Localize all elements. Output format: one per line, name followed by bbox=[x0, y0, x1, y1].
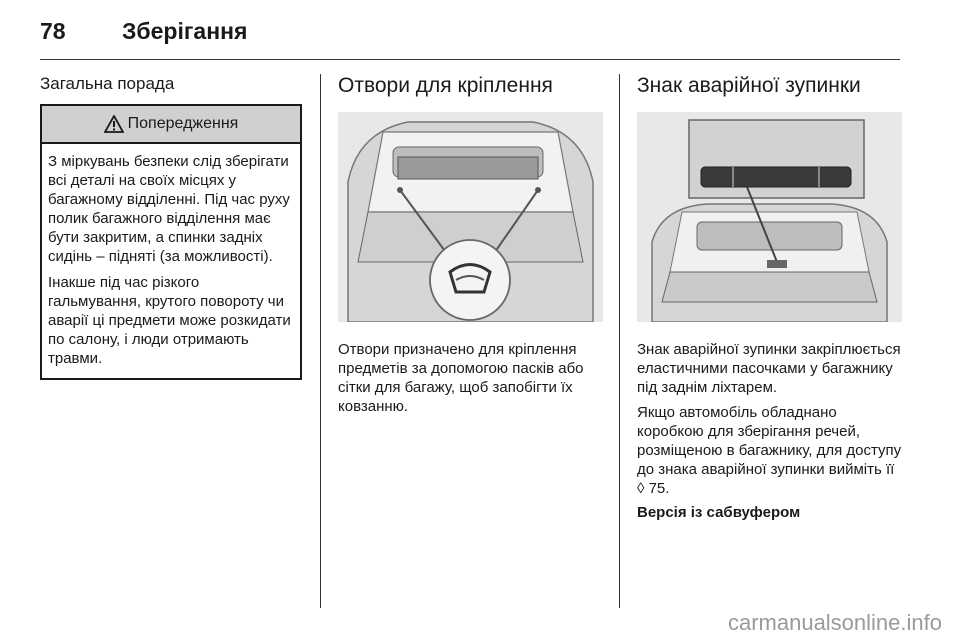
column-divider-1 bbox=[320, 74, 321, 608]
column-warning-triangle bbox=[637, 74, 902, 521]
warning-triangle-text-2-body: Якщо автомобіль обладнано коробкою для зберігання речей, розміщеною в багажнику, для доступу до знака аварійної зупинки вийміть її bbox=[637, 404, 902, 478]
warning-paragraph-1: З міркувань безпеки слід зберігати всі деталі на своїх місцях у багажному відділенні. Під час руху полик багажного відділення має бути закритим, а спинки задніх сидінь – підняті (за можливості). bbox=[48, 153, 290, 265]
lashing-eyes-heading: Отвори для кріплення bbox=[338, 74, 553, 97]
warning-body bbox=[42, 144, 300, 378]
section-title: Зберігання bbox=[122, 18, 248, 44]
warning-box bbox=[40, 104, 302, 380]
general-advice-heading: Загальна порада bbox=[40, 74, 175, 93]
watermark: carmanualsonline.info bbox=[727, 610, 942, 635]
car-trunk-illustration bbox=[338, 112, 603, 322]
lashing-eyes-text: Отвори призначено для кріплення предметів за допомогою пасків або сітки для багажу, щоб запобігти їх ковзанню. bbox=[338, 341, 584, 415]
header-rule bbox=[40, 59, 900, 60]
page-number: 78 bbox=[40, 18, 66, 44]
warning-triangle-text-1: Знак аварійної зупинки закріплюється еластичними пасочками у багажнику під заднім ліхтарем. bbox=[637, 341, 901, 396]
warning-header bbox=[42, 106, 300, 144]
warning-triangle-illustration bbox=[637, 112, 902, 322]
warning-label: Попередження bbox=[127, 115, 239, 132]
warning-triangle-heading: Знак аварійної зупинки bbox=[637, 74, 861, 97]
column-lashing-eyes bbox=[338, 74, 603, 422]
warning-triangle-text-2 bbox=[637, 403, 902, 498]
warning-triangle-icon bbox=[104, 115, 124, 133]
reference-arrow-icon[interactable]: ◊ bbox=[637, 480, 645, 497]
column-general-advice bbox=[40, 74, 302, 380]
page-header bbox=[40, 18, 920, 58]
trunk-warning-triangle-illustration bbox=[637, 112, 902, 322]
subwoofer-version-heading: Версія із сабвуфером bbox=[637, 504, 801, 521]
warning-paragraph-2: Інакше під час різкого гальмування, крутого повороту чи аварії ці предмети може розкидати по салону, і люди отримають травми. bbox=[48, 274, 291, 367]
column-divider-2 bbox=[619, 74, 620, 608]
reference-page[interactable]: 75. bbox=[648, 480, 670, 497]
lashing-eyes-illustration bbox=[338, 112, 603, 322]
